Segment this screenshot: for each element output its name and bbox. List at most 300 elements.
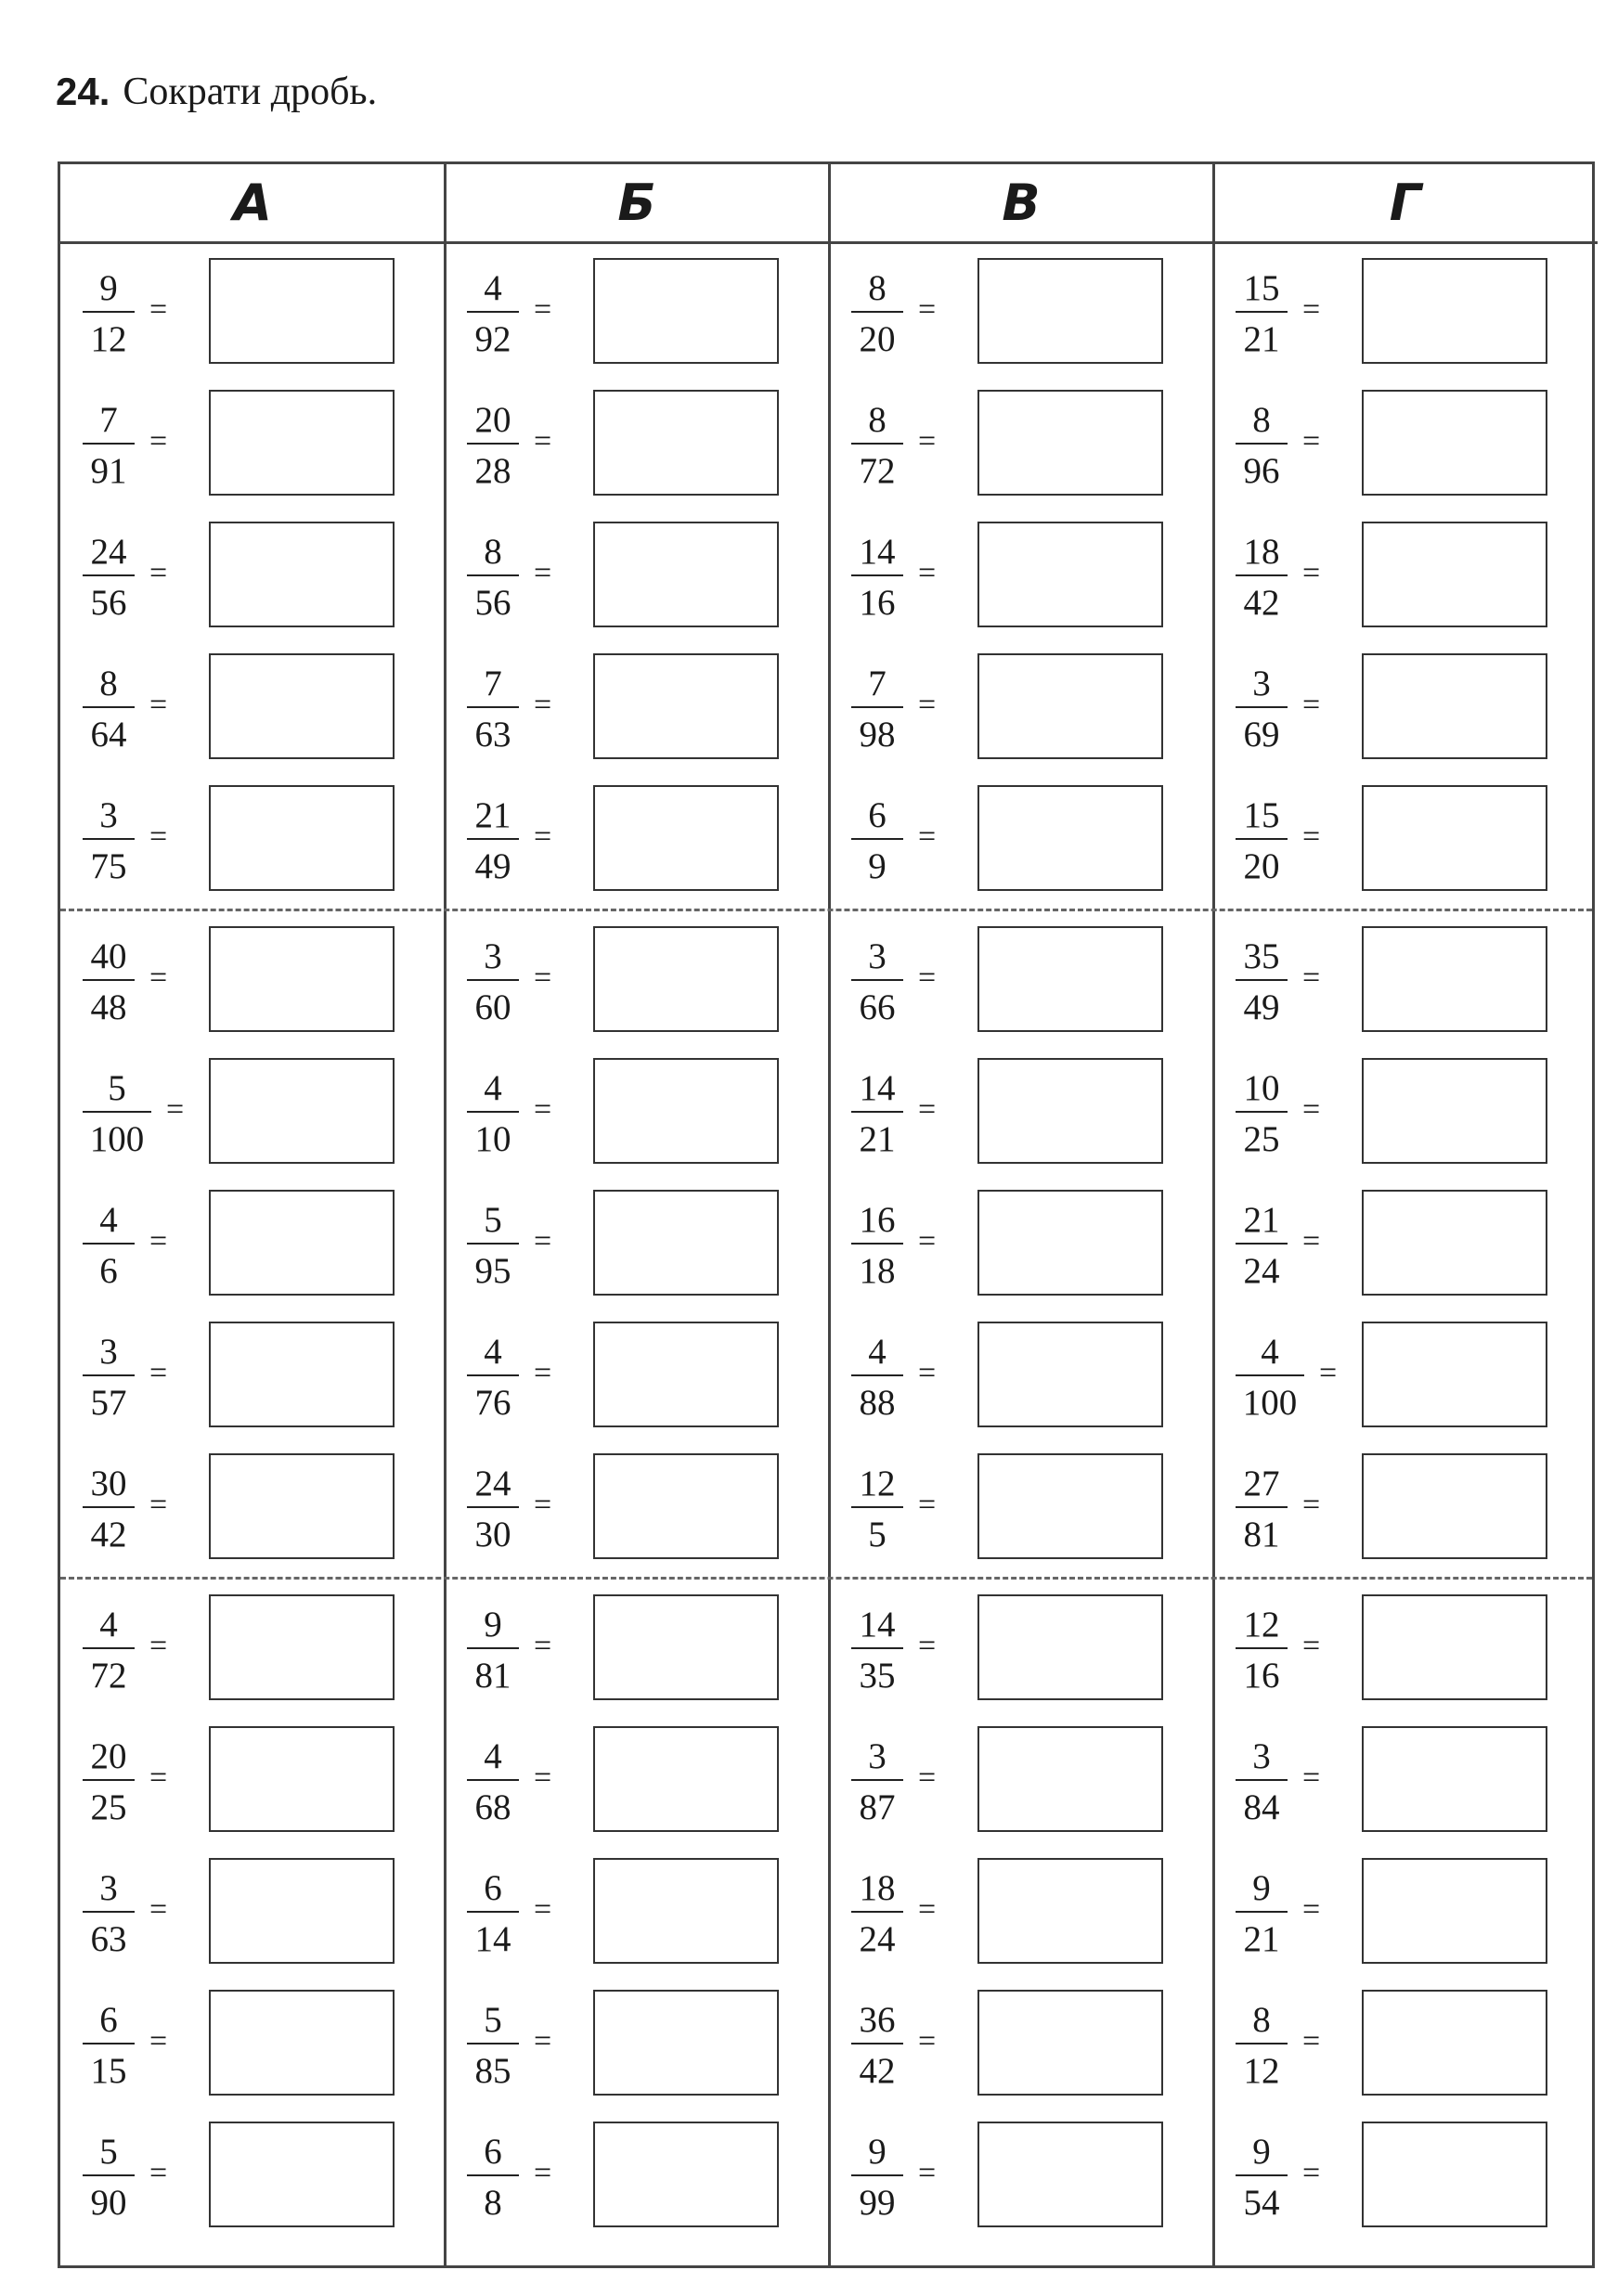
fraction — [1236, 1187, 1288, 1298]
fraction — [1236, 1055, 1288, 1167]
fraction — [1236, 1319, 1304, 1430]
fraction-exercise — [60, 1592, 445, 1703]
fraction-numerator: 24 — [90, 532, 127, 572]
fraction-denominator: 30 — [474, 1515, 511, 1554]
fraction — [1236, 1592, 1288, 1703]
answer-box[interactable] — [977, 926, 1163, 1032]
fraction-numerator: 21 — [1243, 1200, 1280, 1240]
fraction-numerator: 3 — [868, 936, 887, 976]
fraction-denominator: 48 — [90, 987, 127, 1027]
fraction-bar — [467, 311, 519, 313]
fraction-exercise — [829, 1592, 1213, 1703]
equals-sign: = — [534, 1224, 552, 1258]
equals-sign: = — [1302, 1092, 1321, 1127]
equals-sign: = — [149, 961, 168, 995]
fraction-numerator: 18 — [859, 1868, 896, 1908]
fraction-denominator: 87 — [859, 1787, 896, 1827]
fraction-bar — [1236, 2043, 1288, 2044]
answer-box[interactable] — [977, 653, 1163, 759]
answer-box[interactable] — [209, 1990, 395, 2096]
fraction-bar — [83, 574, 135, 576]
equals-sign: = — [534, 556, 552, 590]
answer-box[interactable] — [977, 258, 1163, 364]
fraction — [467, 387, 519, 498]
fraction-bar — [1236, 311, 1288, 313]
equals-sign: = — [1302, 1761, 1321, 1795]
fraction-numerator: 12 — [1243, 1605, 1280, 1645]
fraction — [467, 2119, 519, 2230]
fraction-numerator: 3 — [99, 1868, 118, 1908]
fraction — [851, 387, 903, 498]
fraction-denominator: 81 — [1243, 1515, 1280, 1554]
answer-box[interactable] — [209, 1453, 395, 1559]
equals-sign: = — [1302, 819, 1321, 854]
fraction-denominator: 75 — [90, 846, 127, 886]
fraction-bar — [467, 1779, 519, 1781]
fraction-worksheet-table — [58, 161, 1595, 2268]
equals-sign: = — [918, 1488, 937, 1522]
fraction-numerator: 6 — [484, 2132, 502, 2172]
answer-box[interactable] — [1362, 926, 1547, 1032]
fraction — [1236, 2119, 1288, 2230]
answer-box[interactable] — [209, 522, 395, 627]
fraction-denominator: 25 — [90, 1787, 127, 1827]
fraction-bar — [851, 706, 903, 708]
equals-sign: = — [1302, 1224, 1321, 1258]
equals-sign: = — [149, 556, 168, 590]
fraction-bar — [851, 1374, 903, 1376]
fraction-numerator: 4 — [484, 1332, 502, 1372]
equals-sign: = — [534, 1488, 552, 1522]
fraction-denominator: 96 — [1243, 451, 1280, 491]
fraction-exercise — [1213, 1987, 1598, 2098]
fraction-exercise — [829, 1055, 1213, 1167]
equals-sign: = — [149, 292, 168, 327]
group-divider — [60, 909, 1592, 911]
fraction-exercise — [1213, 1451, 1598, 1562]
fraction — [1236, 1451, 1288, 1562]
fraction-denominator: 76 — [474, 1383, 511, 1423]
fraction-denominator: 42 — [1243, 583, 1280, 623]
fraction-bar — [83, 706, 135, 708]
fraction-exercise — [829, 782, 1213, 894]
fraction — [851, 1187, 903, 1298]
fraction-denominator: 12 — [1243, 2051, 1280, 2091]
answer-box[interactable] — [1362, 390, 1547, 496]
fraction-numerator: 7 — [868, 664, 887, 703]
fraction-bar — [1236, 1111, 1288, 1113]
answer-box[interactable] — [209, 1594, 395, 1700]
fraction — [1236, 923, 1288, 1035]
fraction-bar — [851, 1647, 903, 1649]
equals-sign: = — [1302, 2024, 1321, 2058]
fraction-denominator: 49 — [1243, 987, 1280, 1027]
fraction-exercise — [445, 1451, 829, 1562]
answer-box[interactable] — [593, 258, 779, 364]
fraction-exercise — [445, 255, 829, 367]
equals-sign: = — [918, 292, 937, 327]
column-header: Б — [445, 164, 829, 244]
fraction-bar — [83, 1506, 135, 1508]
answer-box[interactable] — [593, 1858, 779, 1964]
fraction-exercise — [60, 255, 445, 367]
answer-box[interactable] — [977, 1726, 1163, 1832]
answer-box[interactable] — [209, 926, 395, 1032]
fraction-denominator: 16 — [1243, 1656, 1280, 1696]
fraction — [467, 1319, 519, 1430]
fraction — [467, 1592, 519, 1703]
equals-sign: = — [149, 2156, 168, 2190]
fraction — [83, 1319, 135, 1430]
equals-sign: = — [149, 2024, 168, 2058]
fraction — [851, 1987, 903, 2098]
equals-sign: = — [1319, 1356, 1338, 1390]
fraction-bar — [467, 1506, 519, 1508]
equals-sign: = — [534, 1092, 552, 1127]
fraction-denominator: 60 — [474, 987, 511, 1027]
equals-sign: = — [149, 1488, 168, 1522]
fraction-bar — [467, 706, 519, 708]
answer-box[interactable] — [977, 1453, 1163, 1559]
fraction-bar — [1236, 1911, 1288, 1913]
fraction-exercise — [1213, 255, 1598, 367]
fraction — [83, 1592, 135, 1703]
fraction-bar — [467, 574, 519, 576]
fraction-numerator: 9 — [868, 2132, 887, 2172]
answer-box[interactable] — [1362, 1726, 1547, 1832]
fraction-denominator: 42 — [859, 2051, 896, 2091]
fraction-exercise — [829, 1723, 1213, 1835]
equals-sign: = — [534, 819, 552, 854]
fraction-numerator: 21 — [474, 795, 511, 835]
fraction-bar — [467, 1374, 519, 1376]
answer-box[interactable] — [209, 1322, 395, 1427]
fraction — [851, 1319, 903, 1430]
fraction-numerator: 18 — [1243, 532, 1280, 572]
fraction-numerator: 4 — [484, 1068, 502, 1108]
answer-box[interactable] — [209, 390, 395, 496]
fraction-exercise — [60, 1987, 445, 2098]
fraction-denominator: 57 — [90, 1383, 127, 1423]
fraction-numerator: 4 — [868, 1332, 887, 1372]
fraction — [851, 1592, 903, 1703]
fraction-denominator: 100 — [89, 1119, 145, 1159]
fraction-denominator: 21 — [1243, 1919, 1280, 1959]
fraction-bar — [851, 838, 903, 840]
fraction-exercise — [60, 387, 445, 498]
fraction-exercise — [829, 1451, 1213, 1562]
fraction-denominator: 81 — [474, 1656, 511, 1696]
fraction-bar — [1236, 574, 1288, 576]
fraction-bar — [83, 311, 135, 313]
fraction-denominator: 14 — [474, 1919, 511, 1959]
fraction — [83, 2119, 135, 2230]
fraction — [83, 923, 135, 1035]
answer-box[interactable] — [209, 1858, 395, 1964]
fraction-denominator: 99 — [859, 2183, 896, 2223]
fraction — [83, 1723, 135, 1835]
fraction — [1236, 387, 1288, 498]
fraction-bar — [83, 1647, 135, 1649]
fraction — [851, 519, 903, 630]
answer-box[interactable] — [1362, 1058, 1547, 1164]
answer-box[interactable] — [1362, 1322, 1547, 1427]
fraction — [851, 651, 903, 762]
fraction-exercise — [1213, 1319, 1598, 1430]
fraction-denominator: 66 — [859, 987, 896, 1027]
fraction-exercise — [60, 1187, 445, 1298]
answer-box[interactable] — [209, 653, 395, 759]
fraction-exercise — [829, 1987, 1213, 2098]
answer-box[interactable] — [1362, 2122, 1547, 2227]
fraction-numerator: 4 — [99, 1605, 118, 1645]
answer-box[interactable] — [209, 1058, 395, 1164]
fraction-bar — [467, 2043, 519, 2044]
answer-box[interactable] — [593, 1058, 779, 1164]
answer-box[interactable] — [1362, 1594, 1547, 1700]
answer-box[interactable] — [593, 1453, 779, 1559]
answer-box[interactable] — [977, 522, 1163, 627]
fraction-denominator: 56 — [474, 583, 511, 623]
fraction-exercise — [829, 255, 1213, 367]
answer-box[interactable] — [209, 1726, 395, 1832]
answer-box[interactable] — [1362, 785, 1547, 891]
fraction-exercise — [829, 519, 1213, 630]
answer-box[interactable] — [593, 926, 779, 1032]
fraction — [467, 1987, 519, 2098]
fraction-numerator: 9 — [484, 1605, 502, 1645]
fraction — [851, 923, 903, 1035]
fraction-denominator: 90 — [90, 2183, 127, 2223]
fraction-numerator: 4 — [484, 1736, 502, 1776]
fraction-exercise — [60, 1723, 445, 1835]
equals-sign: = — [918, 424, 937, 458]
column-header: А — [60, 164, 445, 244]
fraction — [1236, 1723, 1288, 1835]
fraction-numerator: 40 — [90, 936, 127, 976]
fraction-numerator: 7 — [484, 664, 502, 703]
fraction-numerator: 7 — [99, 400, 118, 440]
fraction — [83, 255, 135, 367]
fraction — [851, 2119, 903, 2230]
fraction-denominator: 8 — [484, 2183, 502, 2223]
fraction — [83, 1855, 135, 1967]
answer-box[interactable] — [209, 1190, 395, 1296]
fraction-denominator: 42 — [90, 1515, 127, 1554]
fraction-denominator: 25 — [1243, 1119, 1280, 1159]
fraction-bar — [1236, 706, 1288, 708]
fraction-numerator: 6 — [484, 1868, 502, 1908]
fraction-exercise — [445, 1319, 829, 1430]
fraction-denominator: 85 — [474, 2051, 511, 2091]
fraction-denominator: 49 — [474, 846, 511, 886]
fraction-exercise — [445, 1987, 829, 2098]
fraction — [1236, 1855, 1288, 1967]
fraction-bar — [1236, 1374, 1304, 1376]
fraction-numerator: 14 — [859, 1605, 896, 1645]
answer-box[interactable] — [593, 1190, 779, 1296]
fraction-numerator: 15 — [1243, 795, 1280, 835]
fraction — [467, 519, 519, 630]
fraction-numerator: 30 — [90, 1464, 127, 1503]
fraction — [467, 1187, 519, 1298]
answer-box[interactable] — [977, 1322, 1163, 1427]
answer-box[interactable] — [209, 258, 395, 364]
answer-box[interactable] — [209, 2122, 395, 2227]
equals-sign: = — [918, 1761, 937, 1795]
answer-box[interactable] — [209, 785, 395, 891]
fraction-denominator: 98 — [859, 715, 896, 755]
fraction-exercise — [445, 1187, 829, 1298]
answer-box[interactable] — [977, 1058, 1163, 1164]
column-header: В — [829, 164, 1213, 244]
fraction-exercise — [445, 519, 829, 630]
answer-box[interactable] — [593, 1726, 779, 1832]
fraction-numerator: 4 — [1261, 1332, 1279, 1372]
answer-box[interactable] — [977, 390, 1163, 496]
task-heading — [56, 59, 377, 124]
answer-box[interactable] — [593, 653, 779, 759]
fraction-exercise — [60, 1855, 445, 1967]
answer-box[interactable] — [593, 785, 779, 891]
column-header: Г — [1213, 164, 1598, 244]
fraction-exercise — [60, 1055, 445, 1167]
fraction — [851, 1855, 903, 1967]
fraction-denominator: 63 — [474, 715, 511, 755]
fraction — [1236, 782, 1288, 894]
answer-box[interactable] — [593, 2122, 779, 2227]
fraction — [83, 519, 135, 630]
fraction-exercise — [60, 782, 445, 894]
fraction-denominator: 88 — [859, 1383, 896, 1423]
fraction-denominator: 95 — [474, 1251, 511, 1291]
equals-sign: = — [534, 1761, 552, 1795]
fraction-bar — [83, 2174, 135, 2176]
equals-sign: = — [149, 1356, 168, 1390]
fraction-numerator: 8 — [868, 400, 887, 440]
fraction-bar — [851, 311, 903, 313]
fraction-bar — [83, 1111, 151, 1113]
equals-sign: = — [1302, 556, 1321, 590]
fraction-exercise — [1213, 1723, 1598, 1835]
answer-box[interactable] — [1362, 258, 1547, 364]
fraction-exercise — [1213, 519, 1598, 630]
equals-sign: = — [534, 688, 552, 722]
answer-box[interactable] — [593, 1322, 779, 1427]
answer-box[interactable] — [593, 1594, 779, 1700]
fraction — [467, 1451, 519, 1562]
fraction-exercise — [60, 1319, 445, 1430]
fraction-bar — [467, 2174, 519, 2176]
fraction-denominator: 9 — [868, 846, 887, 886]
fraction-bar — [83, 1779, 135, 1781]
fraction — [1236, 651, 1288, 762]
fraction-exercise — [829, 1319, 1213, 1430]
fraction-denominator: 56 — [90, 583, 127, 623]
answer-box[interactable] — [1362, 1453, 1547, 1559]
answer-box[interactable] — [977, 1858, 1163, 1964]
answer-box[interactable] — [1362, 653, 1547, 759]
fraction-numerator: 27 — [1243, 1464, 1280, 1503]
fraction-bar — [851, 2043, 903, 2044]
answer-box[interactable] — [593, 522, 779, 627]
fraction-numerator: 20 — [90, 1736, 127, 1776]
group-divider — [60, 1577, 1592, 1580]
fraction-numerator: 15 — [1243, 268, 1280, 308]
fraction-exercise — [60, 1451, 445, 1562]
fraction-numerator: 4 — [99, 1200, 118, 1240]
equals-sign: = — [1302, 424, 1321, 458]
fraction-denominator: 20 — [1243, 846, 1280, 886]
fraction-exercise — [445, 651, 829, 762]
fraction-numerator: 5 — [108, 1068, 126, 1108]
answer-box[interactable] — [1362, 522, 1547, 627]
answer-box[interactable] — [593, 1990, 779, 2096]
fraction-denominator: 10 — [474, 1119, 511, 1159]
fraction-numerator: 36 — [859, 2000, 896, 2040]
equals-sign: = — [534, 1356, 552, 1390]
fraction — [1236, 519, 1288, 630]
answer-box[interactable] — [1362, 1858, 1547, 1964]
fraction — [467, 1855, 519, 1967]
equals-sign: = — [149, 1224, 168, 1258]
fraction-numerator: 20 — [474, 400, 511, 440]
fraction-denominator: 64 — [90, 715, 127, 755]
equals-sign: = — [149, 1629, 168, 1663]
fraction-exercise — [445, 1592, 829, 1703]
answer-box[interactable] — [977, 1990, 1163, 2096]
fraction-exercise — [829, 1855, 1213, 1967]
fraction-denominator: 15 — [90, 2051, 127, 2091]
fraction-bar — [467, 838, 519, 840]
equals-sign: = — [1302, 1892, 1321, 1927]
fraction — [851, 782, 903, 894]
answer-box[interactable] — [977, 1594, 1163, 1700]
fraction-bar — [851, 1111, 903, 1113]
equals-sign: = — [918, 961, 937, 995]
fraction-bar — [851, 979, 903, 981]
answer-box[interactable] — [593, 390, 779, 496]
fraction-numerator: 16 — [859, 1200, 896, 1240]
answer-box[interactable] — [977, 2122, 1163, 2227]
fraction — [83, 1187, 135, 1298]
fraction-bar — [83, 1243, 135, 1245]
answer-box[interactable] — [977, 785, 1163, 891]
fraction-bar — [851, 1911, 903, 1913]
fraction-denominator: 18 — [859, 1251, 896, 1291]
equals-sign: = — [918, 1224, 937, 1258]
fraction-exercise — [60, 651, 445, 762]
fraction-numerator: 6 — [868, 795, 887, 835]
answer-box[interactable] — [1362, 1190, 1547, 1296]
fraction-bar — [851, 443, 903, 445]
fraction — [83, 1451, 135, 1562]
answer-box[interactable] — [977, 1190, 1163, 1296]
fraction-exercise — [829, 923, 1213, 1035]
fraction — [83, 1987, 135, 2098]
fraction-denominator: 100 — [1242, 1383, 1298, 1423]
fraction — [851, 1723, 903, 1835]
equals-sign: = — [918, 2024, 937, 2058]
fraction-bar — [1236, 1506, 1288, 1508]
answer-box[interactable] — [1362, 1990, 1547, 2096]
equals-sign: = — [1302, 2156, 1321, 2190]
task-number: 24. — [56, 70, 110, 113]
equals-sign: = — [534, 2024, 552, 2058]
fraction-numerator: 6 — [99, 2000, 118, 2040]
fraction-exercise — [60, 519, 445, 630]
fraction-numerator: 8 — [99, 664, 118, 703]
